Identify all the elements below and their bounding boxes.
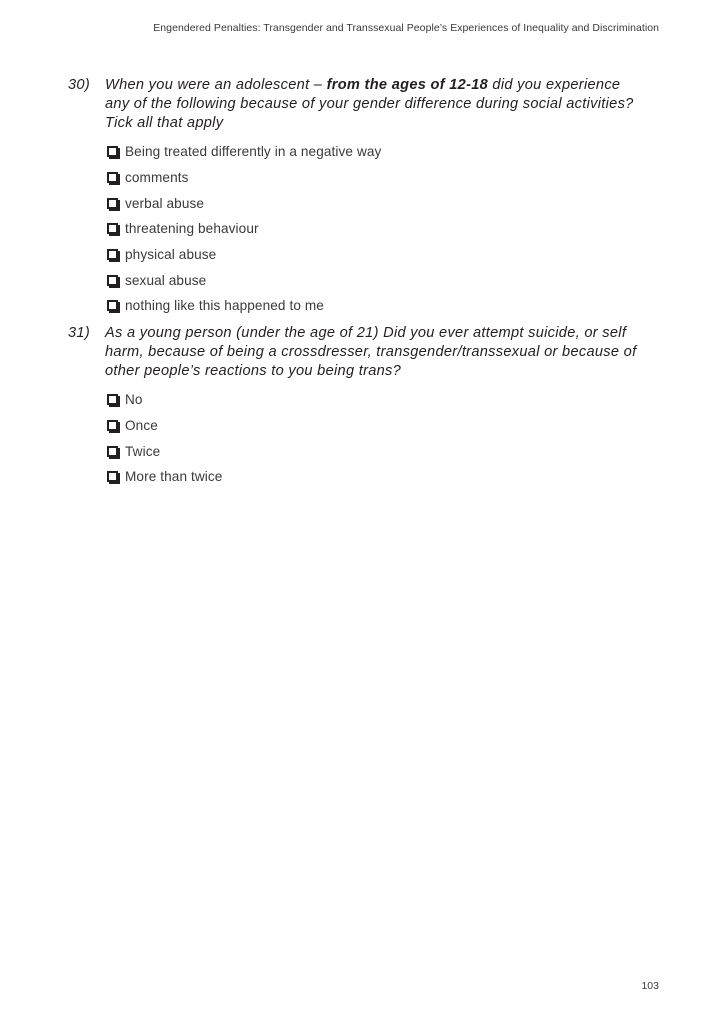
option-once[interactable] [105, 413, 648, 439]
question-30 [68, 76, 648, 319]
option-label: More than twice [125, 469, 223, 485]
option-comments[interactable] [105, 165, 648, 191]
question-30-prompt [68, 76, 648, 133]
option-twice[interactable] [105, 438, 648, 464]
option-threatening-behaviour[interactable] [105, 216, 648, 242]
option-label: verbal abuse [125, 195, 205, 211]
option-label: No [125, 392, 143, 408]
option-negative-treatment[interactable] [105, 139, 648, 165]
question-text-end: did you experience any of the following because of your gender difference during social activities? Tick all that apply [105, 77, 634, 131]
question-number: 31) [68, 325, 90, 341]
question-31-options [105, 387, 648, 490]
running-header: Engendered Penalties: Transgender and Transsexual People’s Experiences of Inequality and Discrimination [153, 22, 659, 34]
option-label: comments [125, 170, 189, 186]
checkbox[interactable] [107, 198, 118, 209]
question-31 [68, 324, 648, 490]
question-text-emphasis: from the ages of 12-18 [326, 77, 489, 93]
option-more-than-twice[interactable] [105, 464, 648, 490]
checkbox[interactable] [107, 420, 118, 431]
page-number: 103 [641, 980, 659, 992]
checkbox[interactable] [107, 471, 118, 482]
checkbox[interactable] [107, 394, 118, 405]
option-label: sexual abuse [125, 272, 207, 288]
checkbox[interactable] [107, 275, 118, 286]
option-no[interactable] [105, 387, 648, 413]
option-physical-abuse[interactable] [105, 242, 648, 268]
option-label: physical abuse [125, 247, 217, 263]
checkbox[interactable] [107, 300, 118, 311]
option-verbal-abuse[interactable] [105, 190, 648, 216]
checkbox[interactable] [107, 172, 118, 183]
option-nothing-happened[interactable] [105, 293, 648, 319]
question-text [105, 76, 648, 133]
option-sexual-abuse[interactable] [105, 267, 648, 293]
question-text-start: When you were an adolescent – [105, 77, 327, 93]
question-number: 30) [68, 77, 90, 93]
checkbox[interactable] [107, 223, 118, 234]
option-label: Once [125, 418, 158, 434]
option-label: Being treated differently in a negative way [125, 144, 382, 160]
checkbox[interactable] [107, 146, 118, 157]
option-label: threatening behaviour [125, 221, 259, 237]
question-30-options [105, 139, 648, 319]
question-31-prompt [68, 324, 648, 381]
checkbox[interactable] [107, 446, 118, 457]
option-label: Twice [125, 443, 161, 459]
question-text: As a young person (under the age of 21) Did you ever attempt suicide, or self harm, because of being a crossdresser, transgender/transsexual or because of other people’s reactions to you being trans? [105, 325, 637, 379]
option-label: nothing like this happened to me [125, 298, 324, 314]
checkbox[interactable] [107, 249, 118, 260]
